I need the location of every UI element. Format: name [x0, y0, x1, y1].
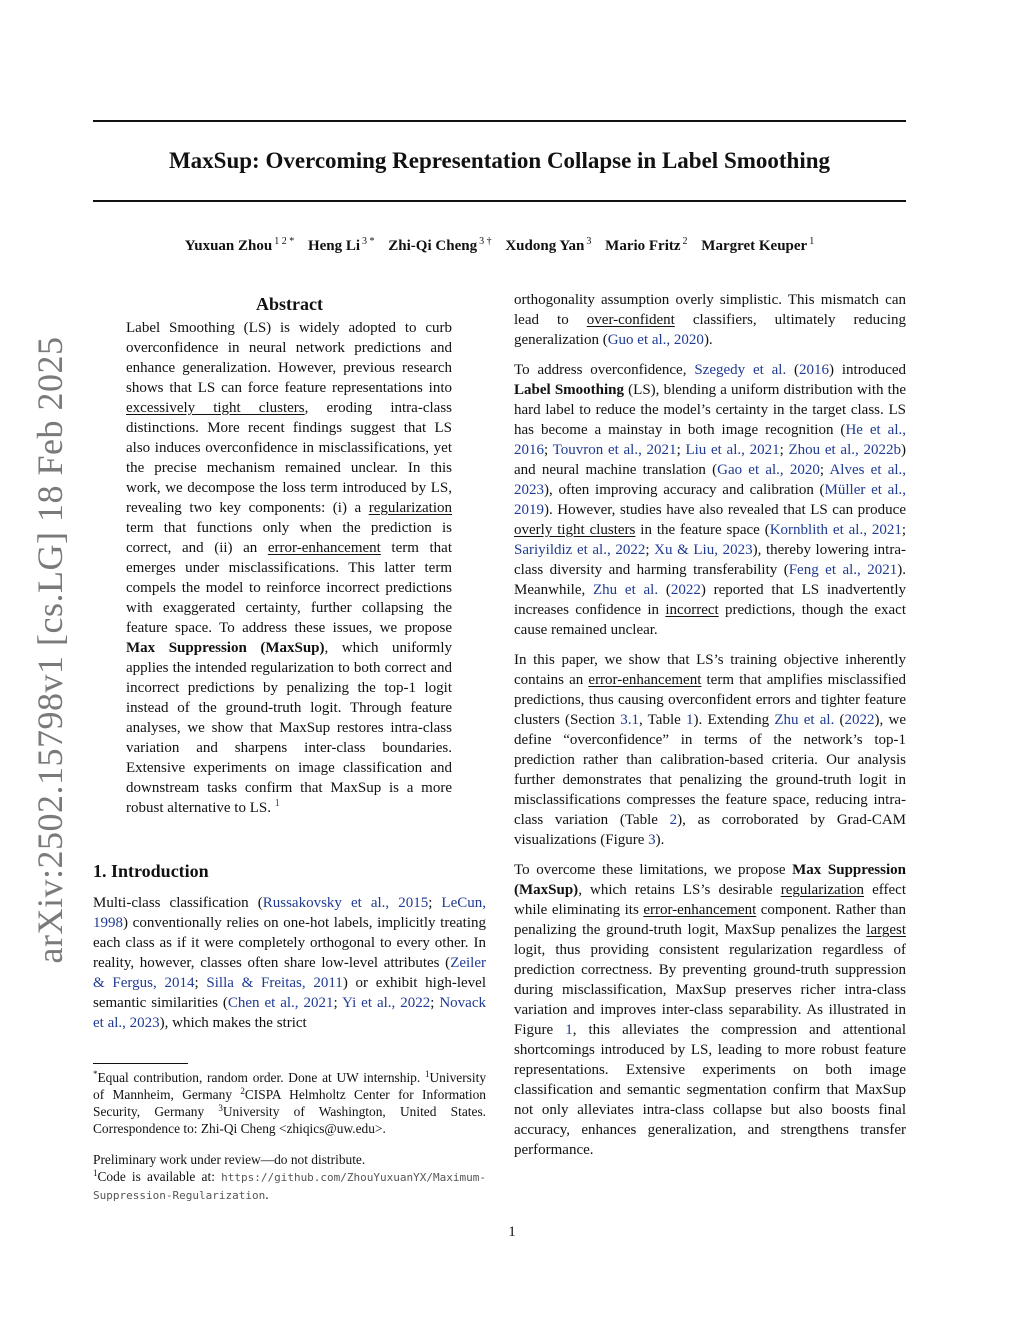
- preliminary-notice: Preliminary work under review—do not distribute.: [93, 1152, 366, 1167]
- citation-link[interactable]: Touvron et al., 2021: [552, 442, 677, 458]
- author-name: Xudong Yan: [505, 238, 585, 254]
- author: [185, 238, 294, 254]
- author-name: Yuxuan Zhou: [184, 238, 273, 254]
- citation-link[interactable]: Kornblith et al., 2021: [769, 522, 902, 538]
- footnote-link[interactable]: 1: [274, 798, 280, 809]
- bold-term: Max Suppression (MaxSup): [514, 862, 906, 898]
- author-name: Heng Li: [307, 238, 361, 254]
- citation-link[interactable]: 2022: [670, 582, 701, 598]
- arxiv-identifier-stamp[interactable]: arXiv:2502.15798v1 [cs.LG] 18 Feb 2025: [30, 336, 70, 964]
- citation-link[interactable]: Xu & Liu, 2023: [654, 542, 753, 558]
- citation-link[interactable]: Russakovsky et al., 2015: [262, 895, 429, 911]
- cross-reference-link[interactable]: 1: [565, 1022, 573, 1038]
- citation-link[interactable]: Szegedy et al.: [694, 362, 787, 378]
- abstract-body: Label Smoothing (LS) is widely adopted to curb overconfidence in neural network predictions and enhance generalization. However, previous research shows that LS can force feature representations into excessively tight clusters, eroding intra-class distinctions. More recent findings suggest that LS also induces overconfidence in misclassifications, yet the precise mechanism remained unclear. In this work, we decompose the loss term introduced by LS, revealing two key components: (i) a regularization term that functions only when the prediction is correct, and (ii) an error-enhancement term that emerges under misclassifications. This latter term compels the model to reinforce incorrect predictions with exaggerated certainty, further collapsing the feature space. To address these issues, we propose Max Suppression (MaxSup), which uniformly applies the intended regularization to both correct and incorrect predictions by penalizing the top-1 logit instead of the ground-truth logit. Through feature analyses, we show that MaxSup restores intra-class variation and sharpens inter-class boundaries. Extensive experiments on image classification and downstream tasks confirm that MaxSup is a more robust alternative to LS. $^1$: [126, 320, 452, 816]
- author-affiliation-marks: 3 *: [362, 236, 375, 247]
- author-name: Margret Keuper: [701, 238, 808, 254]
- footnote-rule: [93, 1063, 188, 1064]
- citation-link[interactable]: Zhu et al.: [593, 582, 659, 598]
- underlined-phrase: regularization: [368, 500, 452, 516]
- underlined-phrase: incorrect: [665, 602, 719, 618]
- author: [605, 238, 687, 254]
- bold-term: Label Smoothing: [514, 382, 625, 398]
- citation-link[interactable]: Yi et al., 2022: [342, 995, 431, 1011]
- author-affiliation-marks: 3 †: [479, 236, 492, 247]
- intro-paragraph: orthogonality assumption overly simplistic. This mismatch can lead to over-confident classifiers, ultimately reducing generalization (Guo et al., 2020).: [514, 292, 906, 348]
- title-bottom-rule: [93, 200, 906, 202]
- paper-title: MaxSup: Overcoming Representation Collapse in Label Smoothing: [168, 148, 831, 173]
- citation-link[interactable]: Feng et al., 2021: [788, 562, 898, 578]
- underlined-phrase: error-enhancement: [267, 540, 381, 556]
- citation-link[interactable]: Liu et al., 2021: [685, 442, 780, 458]
- author-list: [93, 236, 906, 256]
- code-footnote: $^1$Code is available at: https://github.com/ZhouYuxuanYX/Maximum-Suppression-Regularization.: [93, 1168, 486, 1202]
- author-affiliation-marks: 1: [809, 236, 815, 247]
- section-heading-introduction: 1. Introduction: [93, 861, 209, 881]
- intro-paragraph: To overcome these limitations, we propose Max Suppression (MaxSup), which retains LS’s desirable regularization effect while eliminating its error-enhancement component. Rather than penalizing the ground-truth logit, MaxSup penalizes the largest logit, thus providing consistent regularization regardless of prediction correctness. By preventing ground-truth suppression during misclassification, MaxSup preserves richer intra-class variation and improves inter-class separability. As illustrated in Figure 1, this alleviates the compression and attentional shortcomings introduced by LS, leading to more robust feature representations. Extensive experiments on both image classification and semantic segmentation confirm that MaxSup not only alleviates intra-class collapse but also boosts final accuracy, enhances generalization, and strengthens transfer performance.: [514, 862, 906, 1158]
- citation-link[interactable]: Müller et al., 2019: [514, 482, 906, 518]
- citation-link[interactable]: He et al., 2016: [514, 422, 906, 458]
- citation-link[interactable]: 2022: [844, 712, 875, 728]
- author: [388, 238, 491, 254]
- citation-link[interactable]: Zhu et al.: [774, 712, 835, 728]
- author-affiliation-marks: 3: [586, 236, 592, 247]
- intro-paragraph: In this paper, we show that LS’s training objective inherently contains an error-enhancement term that amplifies misclassified predictions, thus causing overconfident errors and tighter feature clusters (Section 3.1, Table 1). Extending Zhu et al. (2022), we define “overconfidence” in terms of the network’s top-1 prediction rather than calibration-based criteria. Our analysis further demonstrates that penalizing the ground-truth logit in misclassifications compresses the feature space, reducing intra-class variation (Table 2), as corroborated by Grad-CAM visualizations (Figure 3).: [514, 652, 906, 848]
- citation-link[interactable]: 2016: [799, 362, 830, 378]
- underlined-phrase: excessively tight clusters: [126, 400, 305, 416]
- underlined-phrase: error-enhancement: [588, 672, 702, 688]
- author-name: Mario Fritz: [605, 238, 681, 254]
- underlined-phrase: over-confident: [586, 312, 675, 328]
- top-rule: [93, 120, 906, 122]
- intro-paragraph: To address overconfidence, Szegedy et al. (2016) introduced Label Smoothing (LS), blending a uniform distribution with the hard label to reduce the model’s certainty in the target class. LS has become a mainstay in both image recognition (He et al., 2016; Touvron et al., 2021; Liu et al., 2021; Zhou et al., 2022b) and neural machine translation (Gao et al., 2020; Alves et al., 2023), often improving accuracy and calibration (Müller et al., 2019). However, studies have also revealed that LS can produce overly tight clusters in the feature space (Kornblith et al., 2021; Sariyildiz et al., 2022; Xu & Liu, 2023), thereby lowering intra-class diversity and harming transferability (Feng et al., 2021). Meanwhile, Zhu et al. (2022) reported that LS inadvertently increases confidence in incorrect predictions, though the exact cause remained unclear.: [514, 362, 907, 638]
- underlined-phrase: overly tight clusters: [514, 522, 636, 538]
- cross-reference-link[interactable]: 1: [686, 712, 694, 728]
- underlined-phrase: error-enhancement: [643, 902, 757, 918]
- citation-link[interactable]: LeCun, 1998: [93, 895, 486, 931]
- citation-link[interactable]: Chen et al., 2021: [227, 995, 334, 1011]
- author: [701, 238, 814, 254]
- page-number: 1: [508, 1224, 516, 1240]
- underlined-phrase: regularization: [780, 882, 865, 898]
- abstract-heading: Abstract: [256, 294, 323, 314]
- underlined-phrase: largest: [866, 922, 906, 938]
- affiliation-footnote: *Equal contribution, random order. Done at UW internship. $^1$University of Mannheim, Germany $^2$CISPA Helmholtz Center for Information Security, Germany $^3$University of Washington, United States. Correspondence to: Zhi-Qi Cheng <zhiqics@uw.edu>.: [93, 1069, 487, 1136]
- citation-link[interactable]: Novack et al., 2023: [93, 995, 486, 1031]
- code-url-link[interactable]: https://github.com/ZhouYuxuanYX/Maximum-Suppression-Regularization: [93, 1171, 486, 1202]
- intro-paragraph: Multi-class classification (Russakovsky et al., 2015; LeCun, 1998) conventionally relies on one-hot labels, implicitly treating each class as if it were completely orthogonal to every other. In reality, however, classes often share low-level attributes (Zeiler & Fergus, 2014; Silla & Freitas, 2011) or exhibit high-level semantic similarities (Chen et al., 2021; Yi et al., 2022; Novack et al., 2023), which makes the strict: [93, 895, 486, 1031]
- citation-link[interactable]: Guo et al., 2020: [607, 332, 704, 348]
- bold-term: Max Suppression (MaxSup): [126, 640, 325, 656]
- cross-reference-link[interactable]: 3.1: [620, 712, 639, 728]
- citation-link[interactable]: Gao et al., 2020: [717, 462, 820, 478]
- left-column: [93, 290, 486, 1043]
- footnotes: [93, 1063, 486, 1204]
- author: [505, 238, 591, 254]
- citation-link[interactable]: Silla & Freitas, 2011: [206, 975, 343, 991]
- author-affiliation-marks: 1 2 *: [274, 236, 295, 247]
- citation-link[interactable]: Zhou et al., 2022b: [788, 442, 901, 458]
- right-column: [514, 290, 906, 1170]
- author-name: Zhi-Qi Cheng: [388, 238, 478, 254]
- author: [308, 238, 375, 254]
- citation-link[interactable]: Zeiler & Fergus, 2014: [93, 955, 486, 991]
- cross-reference-link[interactable]: 3: [648, 832, 656, 848]
- author-affiliation-marks: 2: [682, 236, 688, 247]
- citation-link[interactable]: Sariyildiz et al., 2022: [514, 542, 646, 558]
- citation-link[interactable]: Alves et al., 2023: [514, 462, 907, 498]
- cross-reference-link[interactable]: 2: [669, 812, 678, 828]
